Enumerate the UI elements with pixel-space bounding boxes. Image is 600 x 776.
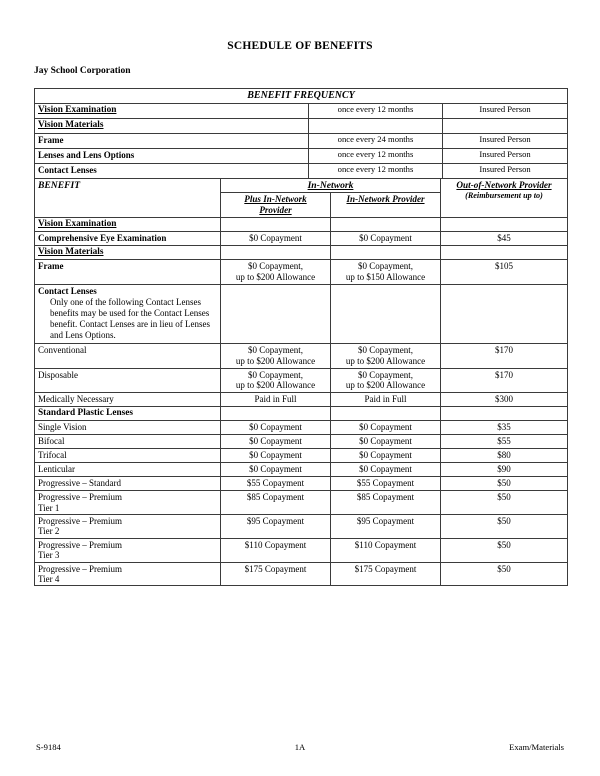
row-label: Bifocal <box>35 435 221 449</box>
row-label: Standard Plastic Lenses <box>35 407 221 421</box>
table-row <box>35 134 568 149</box>
benefit-frequency-table <box>34 88 568 179</box>
row-label: Vision Materials <box>35 245 221 259</box>
row-innet: $0 Copayment <box>331 463 441 477</box>
row-label: Progressive – Premium Tier 4 <box>35 562 221 586</box>
row-plus: $0 Copayment, up to $200 Allowance <box>221 343 331 368</box>
row-plus: $0 Copayment <box>221 421 331 435</box>
row-innet: $0 Copayment <box>331 435 441 449</box>
row-oon: $90 <box>441 463 568 477</box>
row-frequency <box>309 119 443 134</box>
benefits-header-row-1 <box>35 179 568 193</box>
row-innet <box>331 284 441 343</box>
footer-page-number: 1A <box>294 742 306 752</box>
table-row <box>35 407 568 421</box>
row-who: Insured Person <box>443 149 568 164</box>
table-row <box>35 538 568 562</box>
row-innet: $55 Copayment <box>331 477 441 491</box>
row-frequency: once every 12 months <box>309 149 443 164</box>
organization-name: Jay School Corporation <box>34 66 131 76</box>
row-label: Progressive – Standard <box>35 477 221 491</box>
row-plus <box>221 245 331 259</box>
row-label: Lenses and Lens Options <box>35 149 309 164</box>
header-out-of-network: Out-of-Network Provider (Reimbursement up to) <box>441 179 568 218</box>
row-label: Vision Examination <box>35 217 221 231</box>
row-innet <box>331 245 441 259</box>
row-oon: $105 <box>441 259 568 284</box>
row-oon: $35 <box>441 421 568 435</box>
row-label: Trifocal <box>35 449 221 463</box>
row-oon: $80 <box>441 449 568 463</box>
row-label: Progressive – Premium Tier 1 <box>35 491 221 515</box>
table-row <box>35 231 568 245</box>
row-innet: $0 Copayment, up to $150 Allowance <box>331 259 441 284</box>
row-innet: $95 Copayment <box>331 515 441 539</box>
table-row <box>35 449 568 463</box>
row-plus: $95 Copayment <box>221 515 331 539</box>
row-plus: $0 Copayment <box>221 463 331 477</box>
table-row <box>35 368 568 393</box>
table-row <box>35 463 568 477</box>
table-row <box>35 393 568 407</box>
row-who: Insured Person <box>443 134 568 149</box>
row-who: Insured Person <box>443 164 568 179</box>
page-title: SCHEDULE OF BENEFITS <box>227 40 373 52</box>
row-label: Vision Examination <box>35 104 309 119</box>
row-innet: $85 Copayment <box>331 491 441 515</box>
row-plus: $0 Copayment <box>221 449 331 463</box>
row-plus: $55 Copayment <box>221 477 331 491</box>
row-innet: $0 Copayment <box>331 449 441 463</box>
row-who <box>443 119 568 134</box>
row-label: Comprehensive Eye Examination <box>35 231 221 245</box>
table-row <box>35 164 568 179</box>
footer-section-label: Exam/Materials <box>509 742 564 752</box>
row-label: Contact Lenses <box>35 164 309 179</box>
row-label: Single Vision <box>35 421 221 435</box>
row-innet: $0 Copayment <box>331 231 441 245</box>
row-plus: $110 Copayment <box>221 538 331 562</box>
row-frequency: once every 12 months <box>309 164 443 179</box>
row-plus <box>221 284 331 343</box>
row-innet <box>331 217 441 231</box>
row-label: Conventional <box>35 343 221 368</box>
table-row <box>35 104 568 119</box>
row-oon: $50 <box>441 538 568 562</box>
header-in-network: In-Network <box>221 179 441 193</box>
row-plus <box>221 217 331 231</box>
row-label: Progressive – Premium Tier 3 <box>35 538 221 562</box>
frequency-title-row <box>35 89 568 104</box>
row-innet: Paid in Full <box>331 393 441 407</box>
table-row <box>35 149 568 164</box>
row-plus <box>221 407 331 421</box>
row-label: Frame <box>35 259 221 284</box>
row-oon <box>441 217 568 231</box>
row-label: Lenticular <box>35 463 221 477</box>
row-plus: $0 Copayment <box>221 435 331 449</box>
row-oon <box>441 245 568 259</box>
benefit-detail-table <box>34 178 568 586</box>
row-oon: $50 <box>441 491 568 515</box>
frequency-table-title: BENEFIT FREQUENCY <box>35 89 568 104</box>
row-plus: $0 Copayment, up to $200 Allowance <box>221 259 331 284</box>
row-label: Medically Necessary <box>35 393 221 407</box>
row-oon <box>441 407 568 421</box>
row-who: Insured Person <box>443 104 568 119</box>
table-row <box>35 119 568 134</box>
row-frequency: once every 24 months <box>309 134 443 149</box>
row-label: Progressive – Premium Tier 2 <box>35 515 221 539</box>
table-row <box>35 259 568 284</box>
footer-form-number: S-9184 <box>36 742 61 752</box>
row-plus: $0 Copayment, up to $200 Allowance <box>221 368 331 393</box>
row-oon: $170 <box>441 343 568 368</box>
table-row <box>35 343 568 368</box>
row-oon: $50 <box>441 562 568 586</box>
row-plus: $0 Copayment <box>221 231 331 245</box>
row-plus: $85 Copayment <box>221 491 331 515</box>
table-row <box>35 435 568 449</box>
row-oon: $45 <box>441 231 568 245</box>
row-label: Disposable <box>35 368 221 393</box>
row-label-contact-lenses-note: Contact Lenses Only one of the following Contact Lenses benefits may be used for the Contact Lenses benefit. Contact Lenses are in lieu of Lenses and Lens Options. <box>35 284 221 343</box>
header-in-network-provider: In-Network Provider <box>331 193 441 218</box>
row-innet: $0 Copayment <box>331 421 441 435</box>
row-oon: $50 <box>441 477 568 491</box>
row-frequency: once every 12 months <box>309 104 443 119</box>
header-benefit: BENEFIT <box>35 179 221 218</box>
table-row <box>35 562 568 586</box>
table-row <box>35 217 568 231</box>
row-oon: $55 <box>441 435 568 449</box>
table-row <box>35 421 568 435</box>
row-innet <box>331 407 441 421</box>
row-label: Vision Materials <box>35 119 309 134</box>
row-plus: $175 Copayment <box>221 562 331 586</box>
table-row <box>35 515 568 539</box>
header-plus-in-network-provider: Plus In-Network Provider <box>221 193 331 218</box>
row-label: Frame <box>35 134 309 149</box>
table-row <box>35 245 568 259</box>
row-innet: $0 Copayment, up to $200 Allowance <box>331 368 441 393</box>
row-innet: $110 Copayment <box>331 538 441 562</box>
table-row <box>35 477 568 491</box>
page-footer <box>0 742 600 756</box>
table-row <box>35 284 568 343</box>
row-oon: $300 <box>441 393 568 407</box>
row-oon: $170 <box>441 368 568 393</box>
row-innet: $0 Copayment, up to $200 Allowance <box>331 343 441 368</box>
row-oon <box>441 284 568 343</box>
row-plus: Paid in Full <box>221 393 331 407</box>
table-row <box>35 491 568 515</box>
row-oon: $50 <box>441 515 568 539</box>
row-innet: $175 Copayment <box>331 562 441 586</box>
